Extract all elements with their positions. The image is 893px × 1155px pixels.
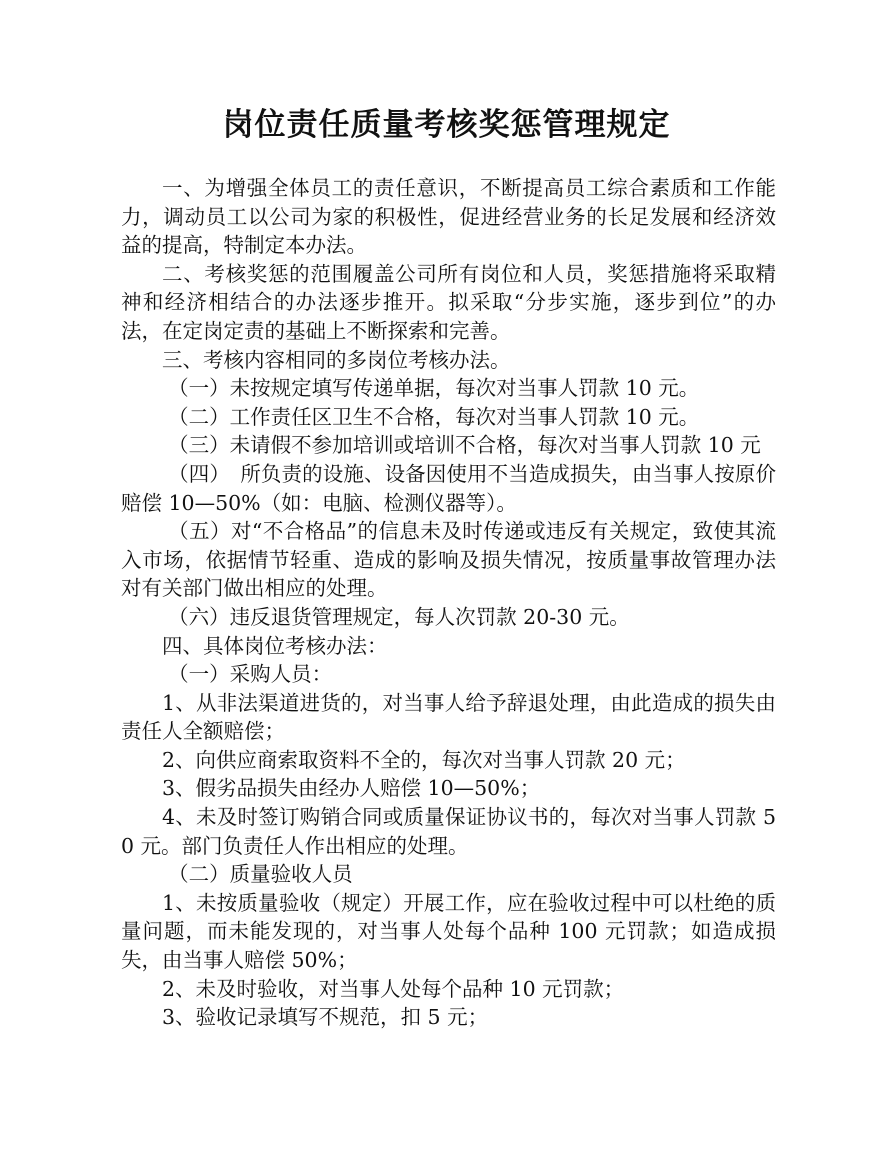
document-title: 岗位责任质量考核奖惩管理规定 [222, 107, 671, 143]
paragraph-item-3-2: （二）工作责任区卫生不合格，每次对当事人罚款 10 元。 [168, 404, 700, 429]
paragraph-subsection-inspection: （二）质量验收人员 [168, 862, 353, 887]
paragraph-item-3-3: （三）未请假不参加培训或培训不合格，每次对当事人罚款 10 元 [168, 433, 761, 458]
paragraph-subsection-purchasing: （一）采购人员： [168, 662, 333, 687]
paragraph-inspection-1: 1、未按质量验收（规定）开展工作，应在验收过程中可以杜绝的质量问题，而未能发现的，对当事人处每个品种 100 元罚款；如造成损失，由当事人赔偿 50%； [121, 890, 776, 973]
paragraph-item-3-6: （六）违反退货管理规定，每人次罚款 20-30 元。 [168, 604, 630, 629]
paragraph-section-2: 二、考核奖惩的范围履盖公司所有岗位和人员，奖惩措施将采取精神和经济相结合的办法逐步推开。拟采取“分步实施，逐步到位”的办法，在定岗定责的基础上不断探索和完善。 [121, 261, 776, 343]
paragraph-item-3-5: （五）对“不合格品”的信息未及时传递或违反有关规定，致使其流入市场，依据情节轻重、造成的影响及损失情况，按质量事故管理办法对有关部门做出相应的处理。 [121, 519, 776, 601]
paragraph-purchasing-4: 4、未及时签订购销合同或质量保证协议书的，每次对当事人罚款 50 元。部门负责任人作出相应的处理。 [121, 805, 776, 858]
paragraph-item-3-1: （一）未按规定填写传递单据，每次对当事人罚款 10 元。 [168, 376, 700, 401]
paragraph-item-3-4: （四） 所负责的设施、设备因使用不当造成损失，由当事人按原价赔偿 10—50%（如：电脑、检测仪器等）。 [121, 461, 776, 515]
paragraph-purchasing-1: 1、从非法渠道进货的，对当事人给予辞退处理，由此造成的损失由责任人全额赔偿； [121, 690, 776, 744]
paragraph-purchasing-3: 3、假劣品损失由经办人赔偿 10—50%； [162, 776, 541, 801]
paragraph-inspection-2: 2、未及时验收，对当事人处每个品种 10 元罚款； [162, 976, 625, 1001]
paragraph-section-3: 三、考核内容相同的多岗位考核办法。 [162, 347, 511, 372]
paragraph-section-1: 一、为增强全体员工的责任意识，不断提高员工综合素质和工作能力，调动员工以公司为家的积极性，促进经营业务的长足发展和经济效益的提高，特制定本办法。 [121, 176, 776, 258]
paragraph-purchasing-2: 2、向供应商索取资料不全的，每次对当事人罚款 20 元； [162, 747, 686, 772]
paragraph-section-4: 四、具体岗位考核办法： [162, 633, 388, 658]
document-body [121, 174, 776, 1032]
paragraph-inspection-3: 3、验收记录填写不规范，扣 5 元； [162, 1005, 489, 1030]
